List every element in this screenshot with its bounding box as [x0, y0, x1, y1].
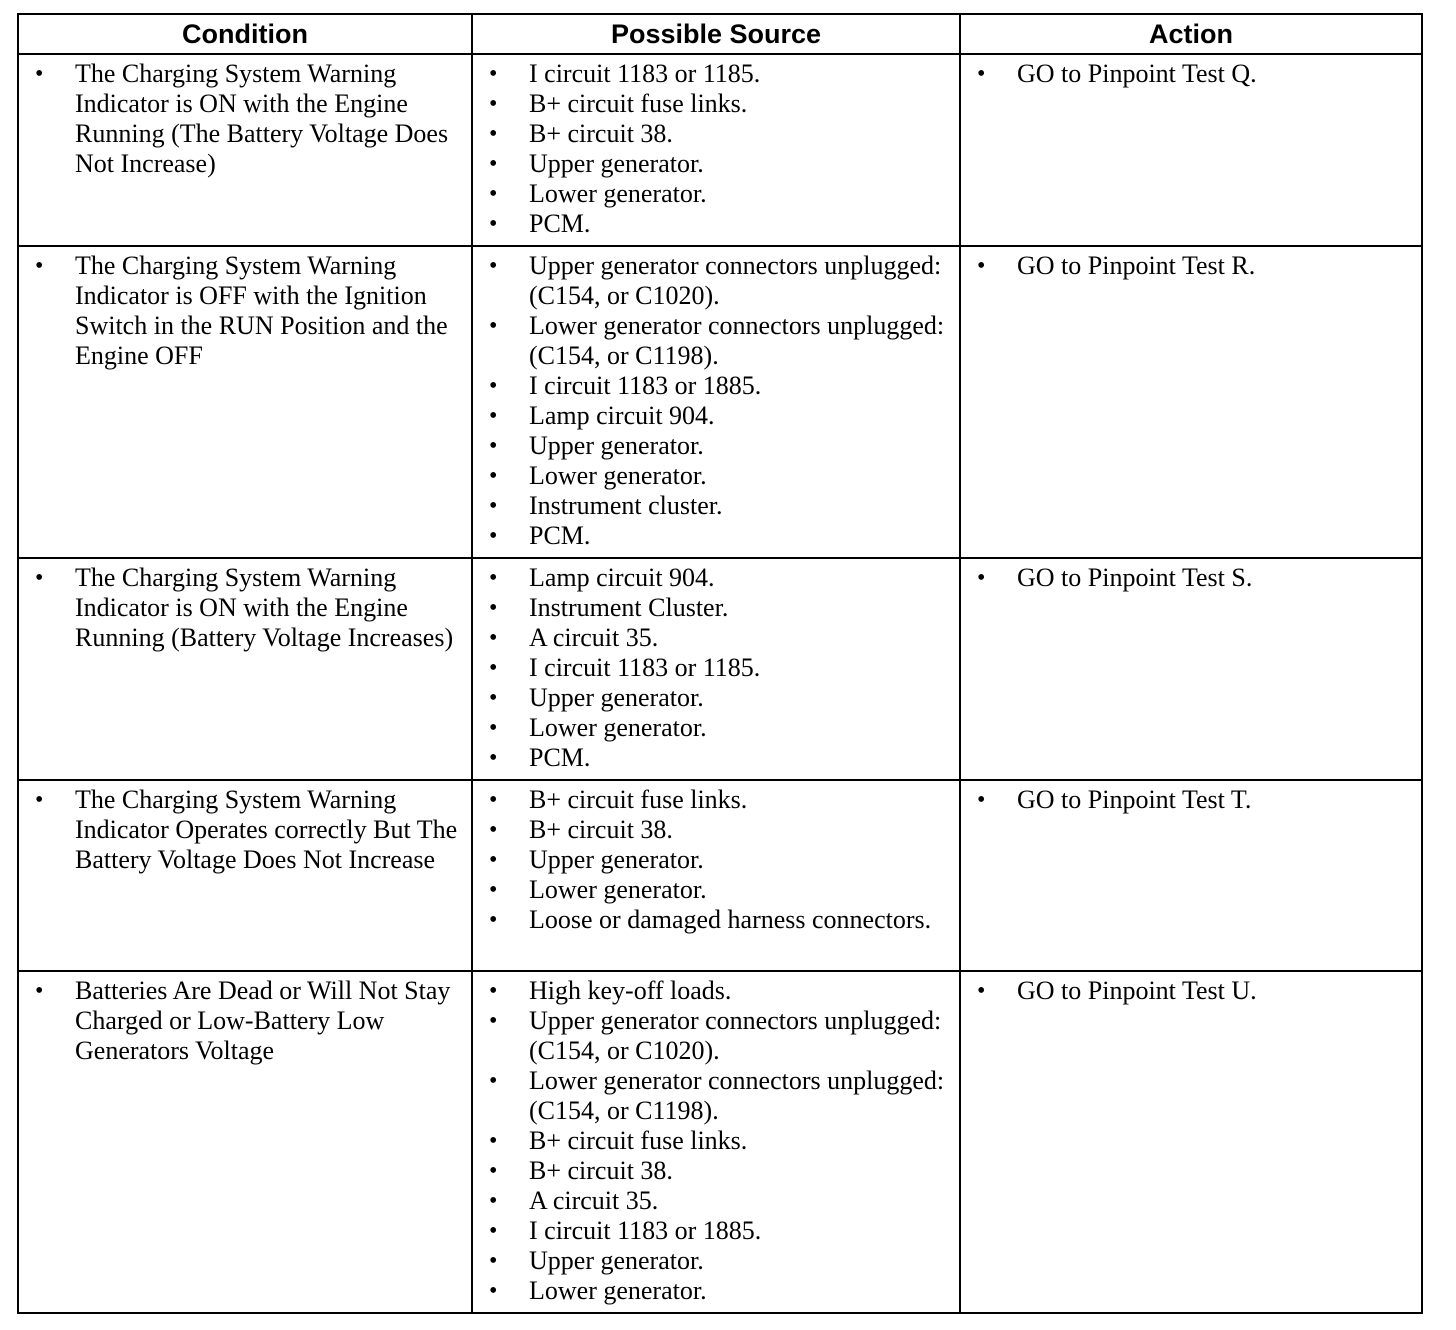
action-text: • GO to Pinpoint Test R. — [969, 251, 1413, 281]
source-item: • I circuit 1183 or 1185. — [481, 59, 951, 89]
source-cell — [472, 246, 960, 558]
source-item: • PCM. — [481, 521, 951, 551]
header-row — [18, 14, 1422, 54]
condition-cell — [18, 54, 472, 246]
source-item: • Upper generator. — [481, 845, 951, 875]
table-row — [18, 780, 1422, 971]
condition-cell — [18, 558, 472, 780]
source-item: • I circuit 1183 or 1885. — [481, 371, 951, 401]
source-item: • B+ circuit 38. — [481, 119, 951, 149]
source-item: • Lower generator connectors unplugged: (C154, or C1198). — [481, 1066, 951, 1126]
condition-cell — [18, 246, 472, 558]
source-item: • B+ circuit fuse links. — [481, 89, 951, 119]
source-item: • A circuit 35. — [481, 1186, 951, 1216]
condition-text: • Batteries Are Dead or Will Not Stay Charged or Low-Battery Low Generators Voltage — [27, 976, 463, 1066]
condition-text: • The Charging System Warning Indicator Operates correctly But The Battery Voltage Does Not Increase — [27, 785, 463, 875]
source-item: • Instrument Cluster. — [481, 593, 951, 623]
source-item: • Lower generator. — [481, 1276, 951, 1306]
source-item: • B+ circuit 38. — [481, 1156, 951, 1186]
source-item: • Lower generator connectors unplugged: (C154, or C1198). — [481, 311, 951, 371]
condition-cell — [18, 971, 472, 1313]
column-header-possible-source: Possible Source — [472, 14, 960, 54]
source-item: • Upper generator. — [481, 683, 951, 713]
table-row — [18, 54, 1422, 246]
source-item: • Instrument cluster. — [481, 491, 951, 521]
diagnostic-table-sheet — [17, 13, 1421, 1314]
action-cell — [960, 971, 1422, 1313]
source-cell — [472, 971, 960, 1313]
source-item: • Lower generator. — [481, 875, 951, 905]
source-item: • Upper generator connectors unplugged: (C154, or C1020). — [481, 1006, 951, 1066]
column-header-action: Action — [960, 14, 1422, 54]
source-item: • Upper generator. — [481, 149, 951, 179]
table-row — [18, 246, 1422, 558]
symptom-chart-table — [17, 13, 1423, 1314]
source-item: • Lower generator. — [481, 713, 951, 743]
action-cell — [960, 558, 1422, 780]
action-cell — [960, 780, 1422, 971]
condition-text: • The Charging System Warning Indicator is ON with the Engine Running (Battery Voltage Increases) — [27, 563, 463, 653]
action-cell — [960, 246, 1422, 558]
action-text: • GO to Pinpoint Test Q. — [969, 59, 1413, 89]
table-row — [18, 971, 1422, 1313]
source-item: • A circuit 35. — [481, 623, 951, 653]
source-item: • Lamp circuit 904. — [481, 563, 951, 593]
table-row — [18, 558, 1422, 780]
source-item: • High key-off loads. — [481, 976, 951, 1006]
source-item: • B+ circuit 38. — [481, 815, 951, 845]
source-cell — [472, 780, 960, 971]
action-text: • GO to Pinpoint Test U. — [969, 976, 1413, 1006]
table-body — [18, 54, 1422, 1313]
column-header-condition: Condition — [18, 14, 472, 54]
source-item: • Lower generator. — [481, 179, 951, 209]
source-item: • Upper generator connectors unplugged: (C154, or C1020). — [481, 251, 951, 311]
source-item: • Loose or damaged harness connectors. — [481, 905, 951, 935]
condition-text: • The Charging System Warning Indicator is ON with the Engine Running (The Battery Voltage Does Not Increase) — [27, 59, 463, 179]
source-item: • B+ circuit fuse links. — [481, 1126, 951, 1156]
source-item: • PCM. — [481, 743, 951, 773]
condition-text: • The Charging System Warning Indicator is OFF with the Ignition Switch in the RUN Position and the Engine OFF — [27, 251, 463, 371]
condition-cell — [18, 780, 472, 971]
source-item: • B+ circuit fuse links. — [481, 785, 951, 815]
source-item: • Lamp circuit 904. — [481, 401, 951, 431]
source-item: • I circuit 1183 or 1885. — [481, 1216, 951, 1246]
action-text: • GO to Pinpoint Test T. — [969, 785, 1413, 815]
source-item: • Upper generator. — [481, 1246, 951, 1276]
source-item: • PCM. — [481, 209, 951, 239]
action-cell — [960, 54, 1422, 246]
action-text: • GO to Pinpoint Test S. — [969, 563, 1413, 593]
source-cell — [472, 558, 960, 780]
source-item: • Lower generator. — [481, 461, 951, 491]
source-cell — [472, 54, 960, 246]
source-item: • Upper generator. — [481, 431, 951, 461]
source-item: • I circuit 1183 or 1185. — [481, 653, 951, 683]
